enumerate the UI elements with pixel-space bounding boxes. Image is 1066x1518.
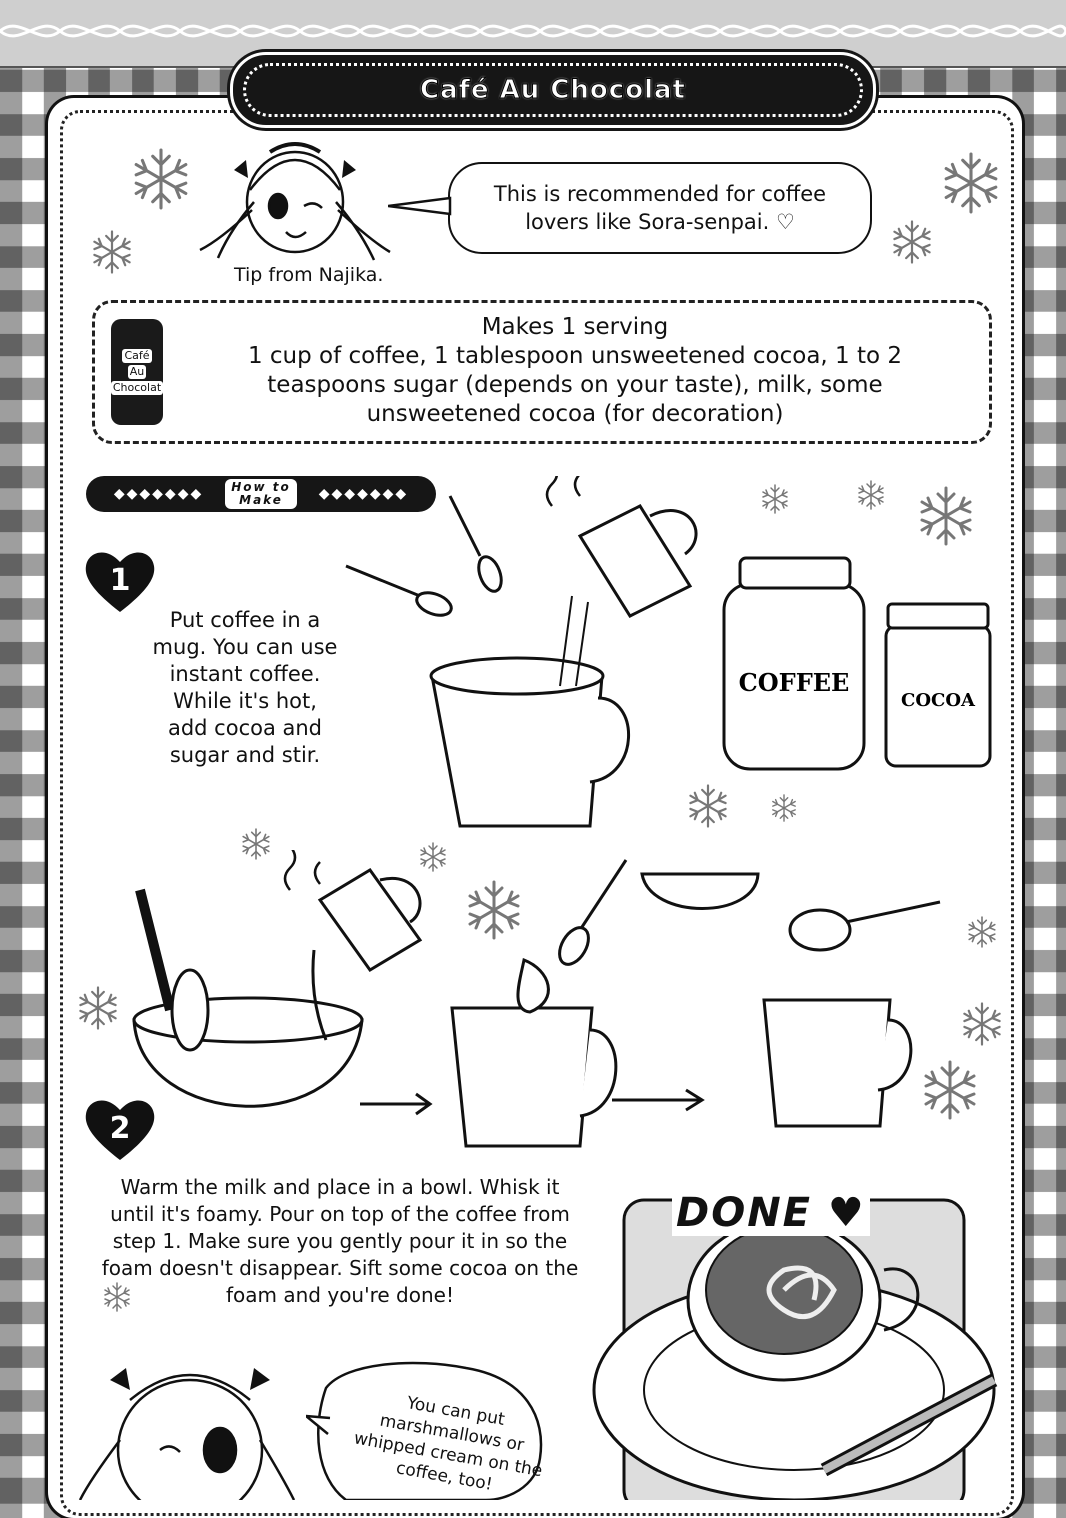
ornament-diamonds: ◆◆◆◆◆◆◆	[318, 486, 409, 502]
page-title: Café Au Chocolat	[420, 75, 686, 105]
ingredients-text	[215, 313, 935, 429]
snowflake-icon	[130, 148, 192, 210]
snowflake-icon	[90, 230, 134, 274]
najika-character-illustration	[190, 130, 400, 270]
heart-icon	[84, 1096, 156, 1162]
snowflake-icon	[890, 220, 934, 264]
snowflake-icon	[960, 1002, 1004, 1046]
tag-line: Au	[129, 365, 145, 378]
cocoa-jar-label: COCOA	[901, 690, 975, 711]
how-to-make-label	[225, 479, 297, 509]
bubble-tail	[388, 196, 454, 216]
note-text: You can put marshmallows or whipped cream on the coffee, too!	[352, 1393, 544, 1495]
serving-size: Makes 1 serving	[481, 314, 669, 340]
tag-line: Café	[124, 349, 150, 362]
tip-speech-text: This is recommended for coffee lovers like Sora-senpai. ♡	[493, 182, 827, 234]
step-2-text: Warm the milk and place in a bowl. Whisk it until it's foamy. Pour on top of the coffee from step 1. Make sure you gently pour it in so the foam doesn't disappear. Sift some cocoa on the foam and you're done!	[101, 1175, 579, 1307]
tip-speech-bubble	[448, 162, 872, 254]
coffee-jar-label: COFFEE	[738, 668, 850, 697]
recipe-tag	[111, 319, 163, 425]
ingredients-box	[92, 300, 992, 444]
tag-line: Chocolat	[112, 381, 162, 394]
finished-coffee-illustration	[584, 1190, 1004, 1500]
done-label: DONE ♥	[672, 1190, 870, 1236]
heart-icon	[84, 548, 156, 614]
snowflake-icon	[966, 916, 998, 948]
ornament-border	[0, 14, 1066, 48]
step-2-illustration	[130, 850, 950, 1160]
step-2-number: 2	[109, 1111, 131, 1146]
step-1-illustration	[340, 476, 1000, 836]
ornament-diamonds: ◆◆◆◆◆◆◆	[113, 486, 204, 502]
how-to-label-line: Make	[239, 493, 283, 507]
ingredient-list: 1 cup of coffee, 1 tablespoon unsweetened cocoa, 1 to 2 teaspoons sugar (depends on your taste), milk, some unsweetened cocoa (for decoration)	[247, 343, 903, 427]
snowflake-icon	[76, 986, 120, 1030]
step-1-number: 1	[109, 563, 131, 598]
step-1-text: Put coffee in a mug. You can use instant coffee. While it's hot, add cocoa and sugar and stir.	[152, 608, 338, 767]
snowflake-icon	[940, 152, 1002, 214]
how-to-label-line: How to	[231, 480, 291, 494]
chibi-character-illustration	[70, 1340, 300, 1500]
title-banner	[230, 52, 876, 128]
tip-caption: Tip from Najika.	[234, 264, 384, 286]
